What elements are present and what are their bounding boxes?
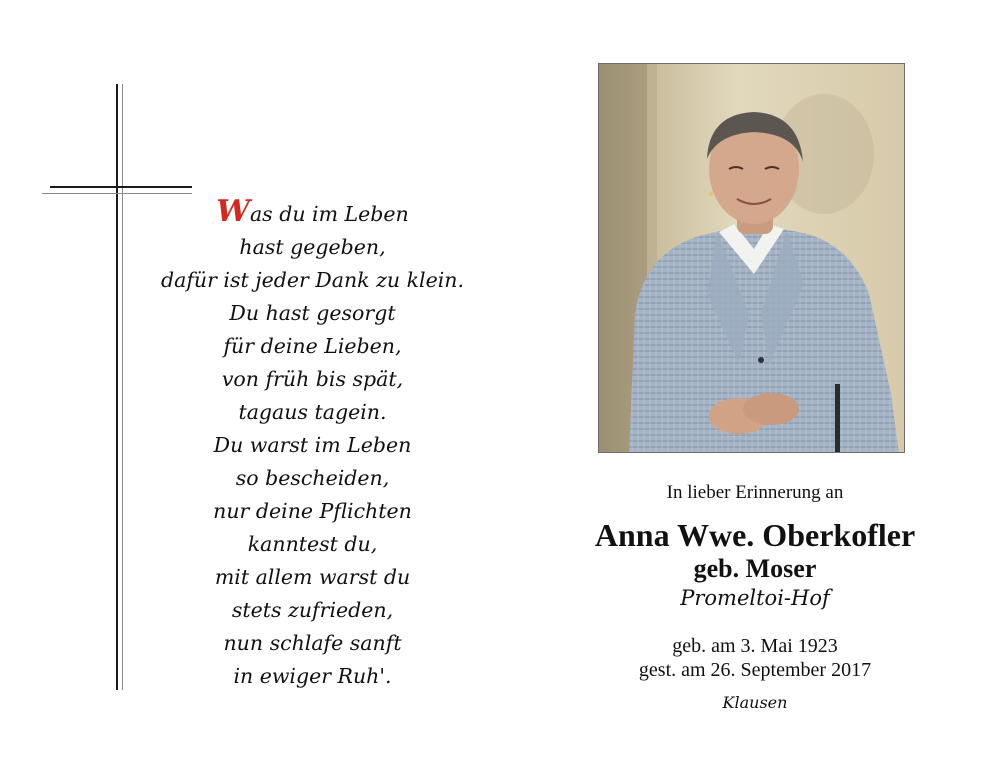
poem-line: stets zufrieden, — [231, 598, 394, 622]
poem-line: kanntest du, — [247, 532, 378, 556]
poem-line: mit allem warst du — [214, 565, 411, 589]
poem-line: Du warst im Leben — [213, 433, 412, 457]
poem-line: dafür ist jeder Dank zu klein. — [160, 268, 465, 292]
poem-line — [140, 194, 485, 231]
cross-horizontal-bar — [50, 186, 192, 188]
poem-first-line-text: as du im Leben — [249, 202, 409, 226]
memorial-info — [555, 480, 955, 714]
deceased-name: Anna Wwe. Oberkofler — [594, 517, 916, 553]
birth-name: geb. Moser — [693, 554, 817, 583]
poem-line: für deine Lieben, — [223, 334, 402, 358]
place-name: Klausen — [722, 693, 788, 712]
poem-line: von früh bis spät, — [221, 367, 404, 391]
portrait-photo — [598, 63, 905, 453]
poem-line: in ewiger Ruh'. — [233, 664, 392, 688]
cross-vertical-shadow — [122, 84, 123, 690]
cross-horizontal-shadow — [42, 193, 192, 194]
poem-line: so bescheiden, — [235, 466, 390, 490]
farm-name: Promeltoi-Hof — [680, 586, 830, 610]
poem-line: hast gegeben, — [239, 235, 386, 259]
death-date: gest. am 26. September 2017 — [638, 659, 872, 681]
poem-line: Du hast gesorgt — [229, 301, 396, 325]
poem-initial: W — [216, 194, 250, 229]
birth-date: geb. am 3. Mai 1923 — [672, 635, 838, 657]
poem-line: nun schlafe sanft — [223, 631, 402, 655]
life-dates — [555, 634, 955, 682]
cross-vertical-bar — [116, 84, 118, 690]
memory-line: In lieber Erinnerung an — [666, 482, 844, 503]
memorial-poem — [140, 194, 485, 693]
poem-line: tagaus tagein. — [238, 400, 387, 424]
portrait-illustration — [599, 64, 905, 453]
poem-line: nur deine Pflichten — [213, 499, 412, 523]
